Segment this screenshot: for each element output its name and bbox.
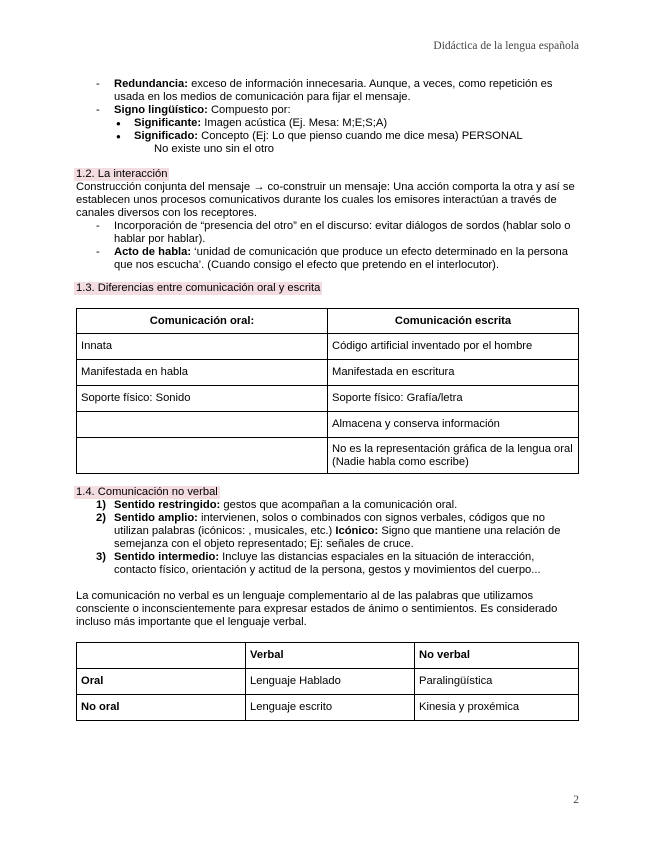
table-cell: Manifestada en habla — [77, 360, 328, 386]
col-header-escrita: Comunicación escrita — [328, 309, 579, 334]
heading-1-3: 1.3. Diferencias entre comunicación oral y escrita — [76, 282, 321, 294]
table-cell: Kinesia y proxémica — [415, 695, 579, 721]
list-item-restringido — [96, 499, 579, 512]
text-signo: Compuesto por: — [207, 104, 291, 116]
no-verbal-list — [76, 499, 579, 577]
table-cell — [77, 643, 246, 669]
table-cell: Código artificial inventado por el hombre — [328, 334, 579, 360]
table-row — [77, 360, 579, 386]
list-item-amplio — [96, 512, 579, 551]
heading-1-4: 1.4. Comunicación no verbal — [76, 486, 218, 498]
table-cell: Paralingüística — [415, 669, 579, 695]
table-row — [77, 386, 579, 412]
text-amplio: intervienen, solos o combinados con signos verbales, códigos que no utilizan palabras (icónicos: , musicales, etc.) — [114, 512, 545, 537]
paragraph-no-verbal: La comunicación no verbal es un lenguaje complementario al de las palabras que utilizamos consciente o inconscientemente para expresar estados de ánimo o sentimientos. Es considerado incluso más importante que el lenguaje verbal. — [76, 590, 558, 628]
term-intermedio: Sentido intermedio: — [114, 551, 220, 563]
list-number: 3) — [96, 551, 106, 563]
table-row — [77, 669, 579, 695]
term-signo: Signo lingüístico: — [114, 104, 208, 116]
top-list — [76, 78, 579, 117]
text-significado: Concepto (Ej: Lo que pienso cuando me dice mesa) PERSONAL — [198, 130, 523, 142]
term-restringido: Sentido restringido: — [114, 499, 221, 511]
table-header-row — [77, 643, 579, 669]
list-item-intermedio — [96, 551, 579, 577]
col-header-oral: Comunicación oral: — [77, 309, 328, 334]
text-significante: Imagen acústica (Ej. Mesa: M;E;S;A) — [201, 117, 388, 129]
row-header-no-oral: No oral — [77, 695, 246, 721]
table-row — [77, 412, 579, 438]
note-text: No existe uno sin el otro — [154, 143, 275, 155]
list-item-significado — [116, 130, 579, 143]
table-cell: Soporte físico: Grafía/letra — [328, 386, 579, 412]
list-item-presencia: - Incorporación de “presencia del otro” en el discurso: evitar diálogos de sordos (hablar solo o hablar por hablar). — [96, 220, 579, 246]
list-number: 2) — [96, 512, 106, 524]
term-amplio: Sentido amplio: — [114, 512, 198, 524]
list-item-significante — [116, 117, 579, 130]
term-iconico: Icónico: — [335, 525, 379, 537]
term-significante: Significante: — [134, 117, 202, 129]
table-cell: Lenguaje Hablado — [246, 669, 415, 695]
text-redundancia: exceso de información innecesaria. Aunque, a veces, como repetición es usada en los medios de comunicación para fijar el mensaje. — [114, 78, 553, 103]
page-header: Didáctica de la lengua española — [433, 40, 579, 52]
table-header-row — [77, 309, 579, 334]
heading-1-2: 1.2. La interacción — [76, 168, 168, 180]
interaccion-list — [76, 220, 579, 272]
text-intermedio: Incluye las distancias espaciales en la situación de interacción, contacto físico, orientación y actitud de la persona, gestos y movimientos del cuerpo... — [114, 551, 541, 576]
table-cell: Lenguaje escrito — [246, 695, 415, 721]
table-cell: No es la representación gráfica de la lengua oral (Nadie habla como escribe) — [328, 438, 579, 474]
table-cell: Soporte físico: Sonido — [77, 386, 328, 412]
table-cell: Almacena y conserva información — [328, 412, 579, 438]
table-cell — [77, 412, 328, 438]
col-header-verbal: Verbal — [246, 643, 415, 669]
list-item-acto-habla — [96, 246, 579, 272]
verbal-table — [76, 642, 579, 721]
text-acto-habla: ‘unidad de comunicación que produce un efecto determinado en la persona que nos escucha’. (Cuando consigo el efecto que pretendo en el interlocutor). — [114, 246, 568, 271]
term-redundancia: Redundancia: — [114, 78, 188, 90]
col-header-no-verbal: No verbal — [415, 643, 579, 669]
list-item-redundancia — [96, 78, 579, 104]
list-item-signo — [96, 104, 579, 117]
text-iconico: Signo que mantiene una relación de semejanza con el objeto representado; Ej: señales de cruce. — [114, 525, 561, 550]
text-restringido: gestos que acompañan a la comunicación oral. — [220, 499, 458, 511]
page-content — [76, 78, 579, 721]
table-cell — [77, 438, 328, 474]
term-acto-habla: Acto de habla: — [114, 246, 192, 258]
table-cell: Innata — [77, 334, 328, 360]
term-significado: Significado: — [134, 130, 199, 142]
paragraph-interaccion: Construcción conjunta del mensaje → co-construir un mensaje: Una acción comporta la otra y así se establecen unos procesos comunicativos durante los cuales los emisores interactúan a través de canales diversos con los receptores. — [76, 181, 575, 219]
row-header-oral: Oral — [77, 669, 246, 695]
table-row — [77, 695, 579, 721]
table-row — [77, 334, 579, 360]
table-row — [77, 438, 579, 474]
signo-sublist — [76, 117, 579, 143]
oral-escrita-table — [76, 308, 579, 474]
list-number: 1) — [96, 499, 106, 511]
page-number: 2 — [573, 794, 579, 806]
table-cell: Manifestada en escritura — [328, 360, 579, 386]
